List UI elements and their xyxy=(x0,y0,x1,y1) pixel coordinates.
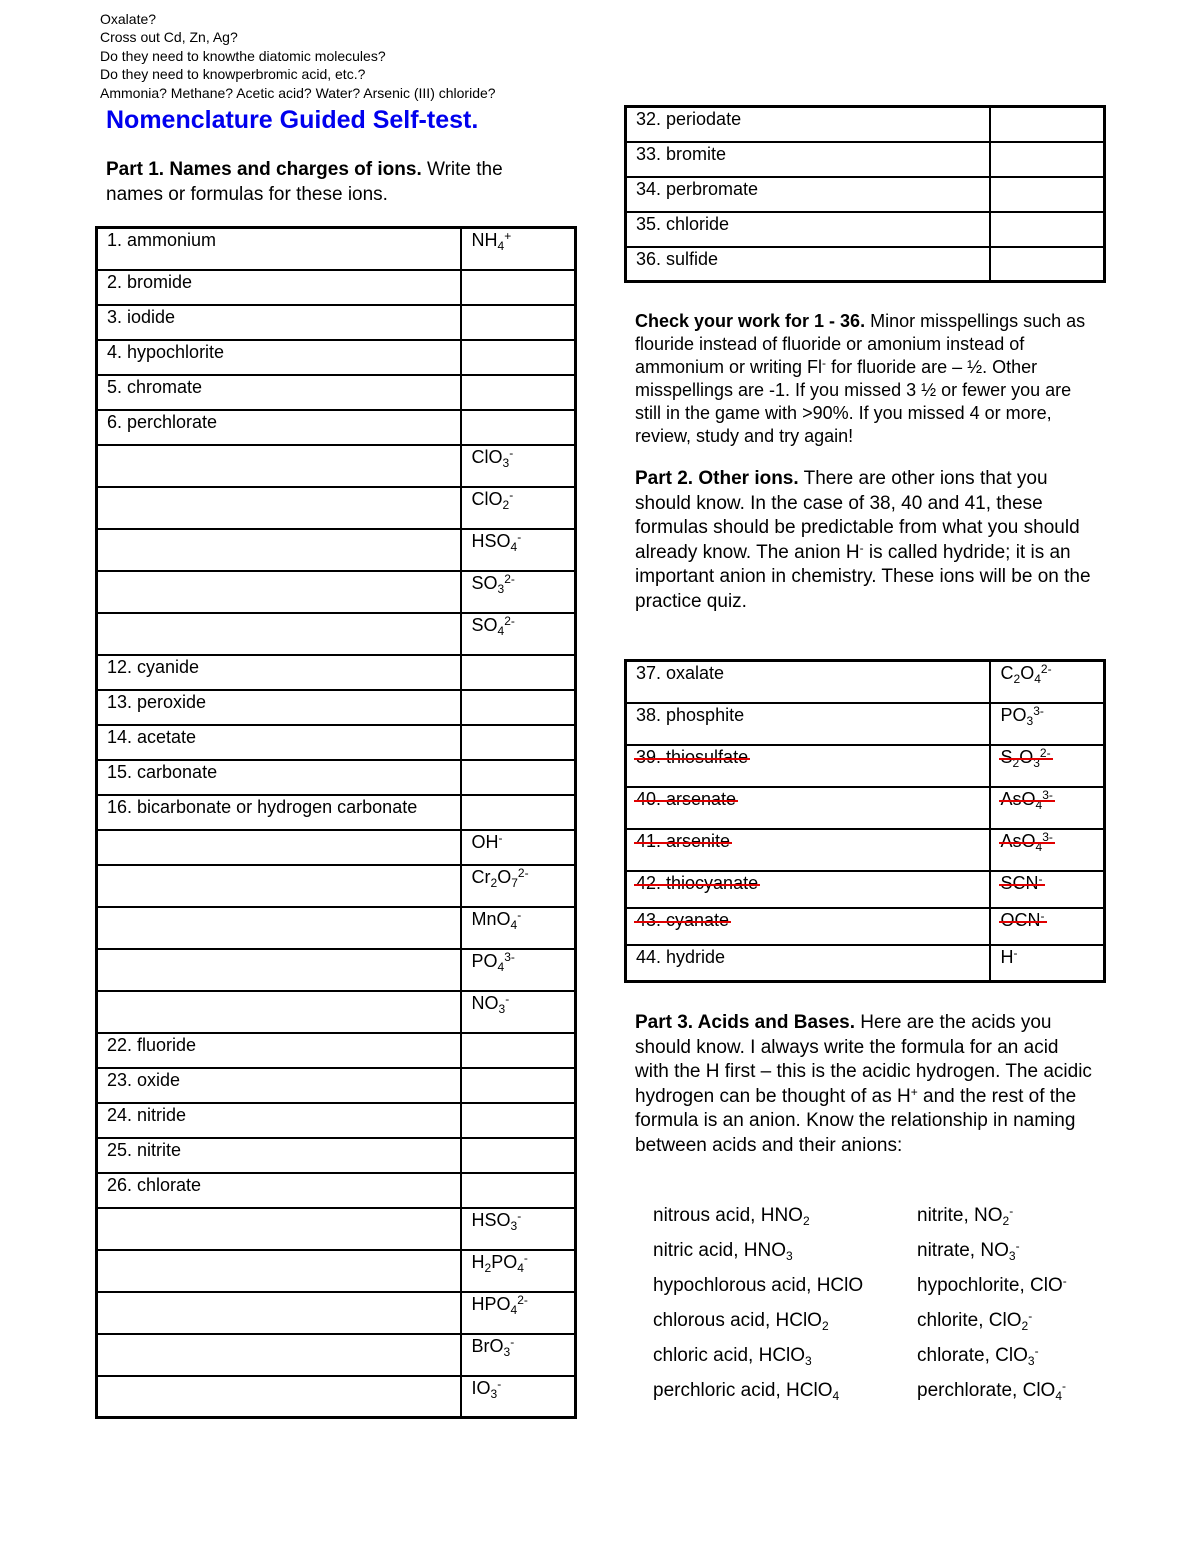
formula-charge: 3- xyxy=(504,949,515,964)
ion-formula-cell xyxy=(461,795,576,830)
table-row xyxy=(97,991,576,1033)
table-row xyxy=(97,1138,576,1173)
ion-formula-cell xyxy=(461,830,576,865)
ion-formula-cell xyxy=(461,375,576,410)
formula-sub: 4 xyxy=(497,239,505,253)
ion-formula-cell xyxy=(990,787,1105,829)
anion-charge: - xyxy=(1009,1204,1014,1218)
check-paragraph xyxy=(635,310,1095,448)
ion-name-cell xyxy=(97,830,461,865)
ion-formula xyxy=(1001,830,1053,852)
ion-name-cell: 5. chromate xyxy=(97,375,461,410)
ion-name-cell xyxy=(97,1250,461,1292)
anion-name xyxy=(917,1310,1032,1332)
formula-base2: PO xyxy=(491,1251,518,1272)
page-title: Nomenclature Guided Self-test. xyxy=(106,106,479,134)
formula-sub: 4 xyxy=(1035,839,1043,854)
acid-name xyxy=(653,1275,863,1297)
table-row xyxy=(97,1173,576,1208)
ion-formula-cell xyxy=(990,945,1105,982)
anion-charge: - xyxy=(1015,1239,1020,1253)
acid-text: perchloric acid, HClO xyxy=(653,1380,833,1401)
ion-formula-cell xyxy=(461,991,576,1033)
acid-name xyxy=(653,1310,829,1332)
formula-sub: 3 xyxy=(490,1386,498,1401)
ion-name-cell xyxy=(626,908,990,945)
table-row xyxy=(97,445,576,487)
part2-text-b: is called hydride; it is an important anion in chemistry. These ions will be on the practice quiz. xyxy=(635,541,1091,612)
anion-sub: 2 xyxy=(1002,1214,1010,1228)
ion-name-cell xyxy=(97,1334,461,1376)
ion-name-cell xyxy=(97,571,461,613)
ion-formula-cell xyxy=(461,1376,576,1418)
table-row xyxy=(97,270,576,305)
table-row xyxy=(626,107,1105,142)
ion-name-cell: 34. perbromate xyxy=(626,177,990,212)
ion-formula-cell xyxy=(461,1138,576,1173)
note-line: Do they need to knowperbromic acid, etc.? xyxy=(100,66,366,83)
formula-charge: - xyxy=(509,487,514,502)
formula-sub: 4 xyxy=(510,917,518,932)
table-row xyxy=(626,661,1105,703)
ion-formula xyxy=(1001,788,1053,810)
acid-text: chloric acid, HClO xyxy=(653,1345,806,1366)
ion-formula-cell xyxy=(461,340,576,375)
part1-heading: Part 1. Names and charges of ions. xyxy=(106,159,422,180)
note-line: Ammonia? Methane? Acetic acid? Water? Arsenic (III) chloride? xyxy=(100,84,496,101)
formula-base: AsO xyxy=(1000,788,1036,809)
formula-sub: 4 xyxy=(510,539,518,554)
acid-name xyxy=(653,1240,793,1262)
anion-name xyxy=(917,1240,1020,1262)
formula-base: SO xyxy=(471,572,498,593)
ion-name-cell: 35. chloride xyxy=(626,212,990,247)
acid-text: chlorous acid, HClO xyxy=(653,1310,822,1331)
table-row xyxy=(97,1033,576,1068)
ion-formula-cell xyxy=(990,661,1105,703)
anion-name xyxy=(917,1345,1039,1367)
ion-formula-cell xyxy=(990,703,1105,745)
formula-base: PO xyxy=(471,950,498,971)
table-row xyxy=(97,529,576,571)
ion-name-cell xyxy=(626,829,990,871)
ion-formula-cell xyxy=(461,529,576,571)
table-row xyxy=(97,865,576,907)
formula-sub: 2 xyxy=(484,1260,492,1275)
ion-formula-cell xyxy=(461,410,576,445)
ion-formula-cell xyxy=(461,655,576,690)
formula-charge: - xyxy=(510,1334,515,1349)
ion-formula-cell xyxy=(990,107,1105,142)
formula-charge: - xyxy=(523,1250,528,1265)
ion-formula xyxy=(1000,662,1052,686)
ion-name-cell xyxy=(626,661,990,703)
formula-base: NO xyxy=(471,992,499,1013)
formula-charge: 2- xyxy=(504,571,515,586)
ion-formula-cell xyxy=(990,908,1105,945)
formula-charge: - xyxy=(497,1376,502,1391)
formula-sub: 2 xyxy=(502,497,510,512)
ion-name-cell xyxy=(97,487,461,529)
acid-text: nitric acid, HNO xyxy=(653,1240,787,1261)
formula-base: H xyxy=(471,1251,485,1272)
note-line: Oxalate? xyxy=(100,11,157,27)
ion-formula-cell xyxy=(461,865,576,907)
ion-formula-cell xyxy=(461,1068,576,1103)
formula-base: OH xyxy=(471,831,499,852)
formula-base: AsO xyxy=(1000,830,1036,851)
ion-formula xyxy=(1001,746,1051,768)
acid-row xyxy=(653,1205,1103,1240)
part1-text: Write the names or formulas for these ions. xyxy=(106,159,503,205)
table-row xyxy=(97,830,576,865)
table-row xyxy=(97,795,576,830)
ion-formula-cell xyxy=(990,247,1105,282)
ion-name-cell xyxy=(97,1208,461,1250)
table-row xyxy=(97,1250,576,1292)
ion-name-cell xyxy=(626,745,990,787)
ion-formula-cell xyxy=(461,571,576,613)
formula-base: HSO xyxy=(471,1209,511,1230)
ion-name-cell xyxy=(626,703,990,745)
formula-charge: 2- xyxy=(517,865,529,880)
ion-formula-cell xyxy=(461,907,576,949)
formula-sub: 4 xyxy=(1035,797,1043,812)
anion-sub: 3 xyxy=(1027,1354,1035,1368)
acid-row xyxy=(653,1275,1103,1310)
table-row xyxy=(626,142,1105,177)
ion-name-cell: 14. acetate xyxy=(97,725,461,760)
table-row xyxy=(97,760,576,795)
formula-base2: O xyxy=(1019,746,1034,767)
ions-table-2 xyxy=(624,105,1106,283)
ion-name-cell xyxy=(97,613,461,655)
ion-formula-cell xyxy=(990,829,1105,871)
other-ions-table xyxy=(624,659,1106,983)
ion-name-cell xyxy=(626,871,990,908)
ion-formula-cell xyxy=(461,1173,576,1208)
ion-name-cell xyxy=(97,865,461,907)
ion-formula-cell xyxy=(990,177,1105,212)
ion-name-cell: 25. nitrite xyxy=(97,1138,461,1173)
table-row xyxy=(97,1334,576,1376)
table-row xyxy=(97,1068,576,1103)
table-row xyxy=(97,375,576,410)
table-row xyxy=(97,1292,576,1334)
table-row xyxy=(626,871,1105,908)
formula-base: SO xyxy=(471,614,498,635)
formula-sub2: 3 xyxy=(1033,755,1040,770)
ion-name-cell: 13. peroxide xyxy=(97,690,461,725)
part1-intro xyxy=(106,158,546,207)
formula-sub2: 4 xyxy=(1034,672,1041,686)
ion-formula-cell xyxy=(461,1103,576,1138)
ion-name-cell: 36. sulfide xyxy=(626,247,990,282)
part2-sup: - xyxy=(859,540,864,555)
anion-text: chlorate, ClO xyxy=(917,1345,1028,1366)
table-row xyxy=(626,177,1105,212)
table-row xyxy=(626,212,1105,247)
anion-text: nitrate, NO xyxy=(917,1240,1009,1261)
ion-name: 37. oxalate xyxy=(636,663,725,683)
acid-row xyxy=(653,1240,1103,1275)
anion-name xyxy=(917,1275,1067,1297)
formula-sub: 4 xyxy=(497,959,505,974)
formula-base: Cr xyxy=(471,866,491,887)
anion-sub: 4 xyxy=(1055,1389,1063,1403)
ions-table-1 xyxy=(95,226,577,1419)
check-text-b: for fluoride are – ½. Other misspellings are -1. If you missed 3 ½ or fewer you are still in the game with >90%. If you missed 4 or more, review, study and try again! xyxy=(635,357,1072,446)
formula-charge: - xyxy=(505,991,510,1006)
table-row xyxy=(97,487,576,529)
formula-charge: 3- xyxy=(1042,829,1053,844)
check-sup: - xyxy=(822,356,827,370)
formula-base: IO xyxy=(471,1377,491,1398)
ion-formula-cell xyxy=(461,613,576,655)
ion-name-cell xyxy=(97,1376,461,1418)
ion-name-cell: 4. hypochlorite xyxy=(97,340,461,375)
acid-row xyxy=(653,1345,1103,1380)
ion-name-cell: 22. fluoride xyxy=(97,1033,461,1068)
formula-sub2: 4 xyxy=(517,1260,524,1275)
ion-formula xyxy=(1001,909,1045,931)
ion-formula xyxy=(1001,947,1018,967)
ion-name-cell xyxy=(97,445,461,487)
table-row xyxy=(626,908,1105,945)
formula-charge: 2- xyxy=(517,1292,528,1307)
ion-formula-cell xyxy=(461,1292,576,1334)
acid-text: hypochlorous acid, HClO xyxy=(653,1275,864,1296)
table-row xyxy=(97,907,576,949)
ion-name-cell xyxy=(97,949,461,991)
anion-text: nitrite, NO xyxy=(917,1205,1003,1226)
formula-charge: 2- xyxy=(1040,662,1052,676)
ion-formula-cell xyxy=(990,212,1105,247)
ion-name-cell: 6. perchlorate xyxy=(97,410,461,445)
formula-sub: 3 xyxy=(503,1344,511,1359)
ion-name-cell xyxy=(97,907,461,949)
ion-name-cell xyxy=(97,991,461,1033)
table-row xyxy=(626,745,1105,787)
ion-formula-cell xyxy=(461,1033,576,1068)
part3-text-a: Here are the acids you should know. I always write the formula for an acid with the H first – this is the acidic hydrogen. The acidic hydrogen can be thought of as H xyxy=(635,1012,1092,1107)
ion-formula-cell xyxy=(461,445,576,487)
acid-text: nitrous acid, HNO xyxy=(653,1205,803,1226)
ion-formula-cell xyxy=(461,725,576,760)
ion-name-cell: 26. chlorate xyxy=(97,1173,461,1208)
ion-name-cell: 2. bromide xyxy=(97,270,461,305)
formula-charge: - xyxy=(1038,871,1043,886)
formula-sub: 3 xyxy=(502,455,510,470)
acid-sub: 3 xyxy=(805,1354,812,1368)
formula-base: ClO xyxy=(471,446,503,467)
ion-formula-cell xyxy=(990,745,1105,787)
formula-sub: 3 xyxy=(498,1001,506,1016)
note-line: Cross out Cd, Zn, Ag? xyxy=(100,29,238,46)
table-row xyxy=(626,703,1105,745)
formula-charge: - xyxy=(517,529,522,544)
table-row xyxy=(626,829,1105,871)
ion-formula-cell xyxy=(990,142,1105,177)
ion-name-cell: 1. ammonium xyxy=(97,228,461,270)
acid-sub: 2 xyxy=(802,1214,810,1228)
ion-formula-cell xyxy=(461,305,576,340)
ion-formula-cell xyxy=(461,1334,576,1376)
formula-base: S xyxy=(1000,746,1013,767)
ion-name: 40. arsenate xyxy=(636,788,737,809)
anion-charge: - xyxy=(1034,1344,1039,1358)
note-line: Do they need to knowthe diatomic molecules? xyxy=(100,47,386,64)
formula-base: C xyxy=(1000,663,1014,683)
ion-name: 39. thiosulfate xyxy=(636,746,749,767)
formula-charge: + xyxy=(504,229,512,243)
formula-sub: 2 xyxy=(1012,755,1020,770)
ion-name: 42. thiocyanate xyxy=(636,872,759,893)
part2-heading: Part 2. Other ions. xyxy=(635,468,799,489)
ion-name: 38. phosphite xyxy=(636,704,745,725)
anion-sub: 2 xyxy=(1021,1319,1029,1333)
formula-sub: 4 xyxy=(497,623,505,638)
ion-name-cell: 16. bicarbonate or hydrogen carbonate xyxy=(97,795,461,830)
anion-name xyxy=(917,1205,1013,1227)
table-row xyxy=(97,305,576,340)
formula-sub: 3 xyxy=(1026,713,1034,728)
formula-base2: O xyxy=(1020,663,1035,683)
formula-base: MnO xyxy=(471,908,511,929)
ion-name-cell: 32. periodate xyxy=(626,107,990,142)
formula-charge: - xyxy=(517,1208,522,1223)
formula-sub: 3 xyxy=(497,581,505,596)
formula-charge: 2- xyxy=(504,613,515,628)
ion-formula-cell xyxy=(461,1250,576,1292)
anion-text: hypochlorite, ClO xyxy=(917,1275,1063,1296)
table-row xyxy=(626,945,1105,982)
ion-name-cell xyxy=(97,529,461,571)
acid-sub: 3 xyxy=(786,1249,793,1263)
ion-name-cell: 15. carbonate xyxy=(97,760,461,795)
table-row xyxy=(97,949,576,991)
formula-base: ClO xyxy=(471,488,503,509)
formula-charge: 3- xyxy=(1042,787,1053,802)
acid-sub: 2 xyxy=(821,1319,829,1333)
formula-sub: 4 xyxy=(510,1302,518,1317)
ion-name-cell: 23. oxide xyxy=(97,1068,461,1103)
formula-charge: - xyxy=(1013,945,1018,960)
anion-charge: - xyxy=(1062,1274,1067,1288)
check-text-a: Minor misspellings such as flouride instead of fluoride or amonium instead of ammonium or writing Fl xyxy=(635,311,1086,377)
table-row xyxy=(626,787,1105,829)
table-row xyxy=(97,340,576,375)
ion-formula xyxy=(1001,872,1043,894)
ion-name-cell: 3. iodide xyxy=(97,305,461,340)
table-row xyxy=(97,571,576,613)
table-row xyxy=(97,690,576,725)
anion-name xyxy=(917,1380,1066,1402)
table-row xyxy=(97,228,576,270)
anion-text: chlorite, ClO xyxy=(917,1310,1022,1331)
ion-formula-cell xyxy=(461,1208,576,1250)
table-row xyxy=(97,613,576,655)
table-row xyxy=(97,1103,576,1138)
header-notes xyxy=(100,10,496,102)
part2-paragraph xyxy=(635,467,1095,614)
ion-name: 41. arsenite xyxy=(636,830,731,851)
acid-row xyxy=(653,1310,1103,1345)
formula-charge: - xyxy=(1040,908,1045,923)
formula-sub: 2 xyxy=(1013,672,1021,686)
table-row xyxy=(97,725,576,760)
anion-sub: 3 xyxy=(1008,1249,1016,1263)
formula-base: PO xyxy=(1000,704,1027,725)
formula-sub: 3 xyxy=(510,1218,518,1233)
formula-base: OCN xyxy=(1000,909,1041,930)
table-row xyxy=(97,1208,576,1250)
ion-name: 43. cyanate xyxy=(636,909,730,930)
formula-base: NH xyxy=(471,230,498,250)
ion-formula-cell xyxy=(461,487,576,529)
ion-formula-cell xyxy=(461,228,576,270)
formula-base: HPO xyxy=(471,1293,511,1314)
part3-text-b: and the rest of the formula is an anion. Know the relationship in naming between acids and their anions: xyxy=(635,1085,1077,1156)
ion-formula-cell xyxy=(461,270,576,305)
ion-name-cell xyxy=(626,787,990,829)
formula-base2: O xyxy=(497,866,512,887)
ion-formula-cell xyxy=(461,949,576,991)
part3-sup: + xyxy=(910,1084,918,1099)
part3-heading: Part 3. Acids and Bases. xyxy=(635,1012,856,1033)
formula-base: H xyxy=(1000,946,1014,967)
table-row xyxy=(97,1376,576,1418)
acid-name xyxy=(653,1345,812,1367)
ion-formula-cell xyxy=(461,690,576,725)
ion-name-cell: 33. bromite xyxy=(626,142,990,177)
ion-name-cell xyxy=(97,1292,461,1334)
acids-list xyxy=(653,1205,1103,1415)
acid-name xyxy=(653,1380,839,1402)
ion-name-cell: 12. cyanide xyxy=(97,655,461,690)
formula-base: HSO xyxy=(471,530,511,551)
ion-formula-cell xyxy=(461,760,576,795)
table-row xyxy=(97,410,576,445)
ion-name-cell xyxy=(626,945,990,982)
part3-paragraph xyxy=(635,1011,1095,1158)
table-row xyxy=(626,247,1105,282)
anion-charge: - xyxy=(1062,1379,1067,1393)
ion-name: 44. hydride xyxy=(636,946,726,967)
anion-text: perchlorate, ClO xyxy=(917,1380,1056,1401)
formula-charge: - xyxy=(517,907,522,922)
formula-sub2: 7 xyxy=(511,875,518,890)
ion-formula-cell xyxy=(990,871,1105,908)
acid-name xyxy=(653,1205,810,1227)
acid-sub: 4 xyxy=(832,1389,840,1403)
formula-charge: 2- xyxy=(1039,745,1051,760)
formula-charge: - xyxy=(498,830,503,845)
anion-charge: - xyxy=(1028,1309,1033,1323)
check-heading: Check your work for 1 - 36. xyxy=(635,311,866,331)
formula-charge: 3- xyxy=(1033,703,1044,718)
ion-formula xyxy=(1000,703,1044,728)
formula-sub: 2 xyxy=(490,875,498,890)
table-row xyxy=(97,655,576,690)
formula-charge: - xyxy=(509,445,514,460)
ion-name-cell: 24. nitride xyxy=(97,1103,461,1138)
acid-row xyxy=(653,1380,1103,1415)
part2-text-a: There are other ions that you should know. In the case of 38, 40 and 41, these formulas should be predictable from what you should already know. The anion H xyxy=(635,468,1080,563)
formula-base: SCN xyxy=(1000,872,1039,893)
formula-base: BrO xyxy=(471,1335,504,1356)
